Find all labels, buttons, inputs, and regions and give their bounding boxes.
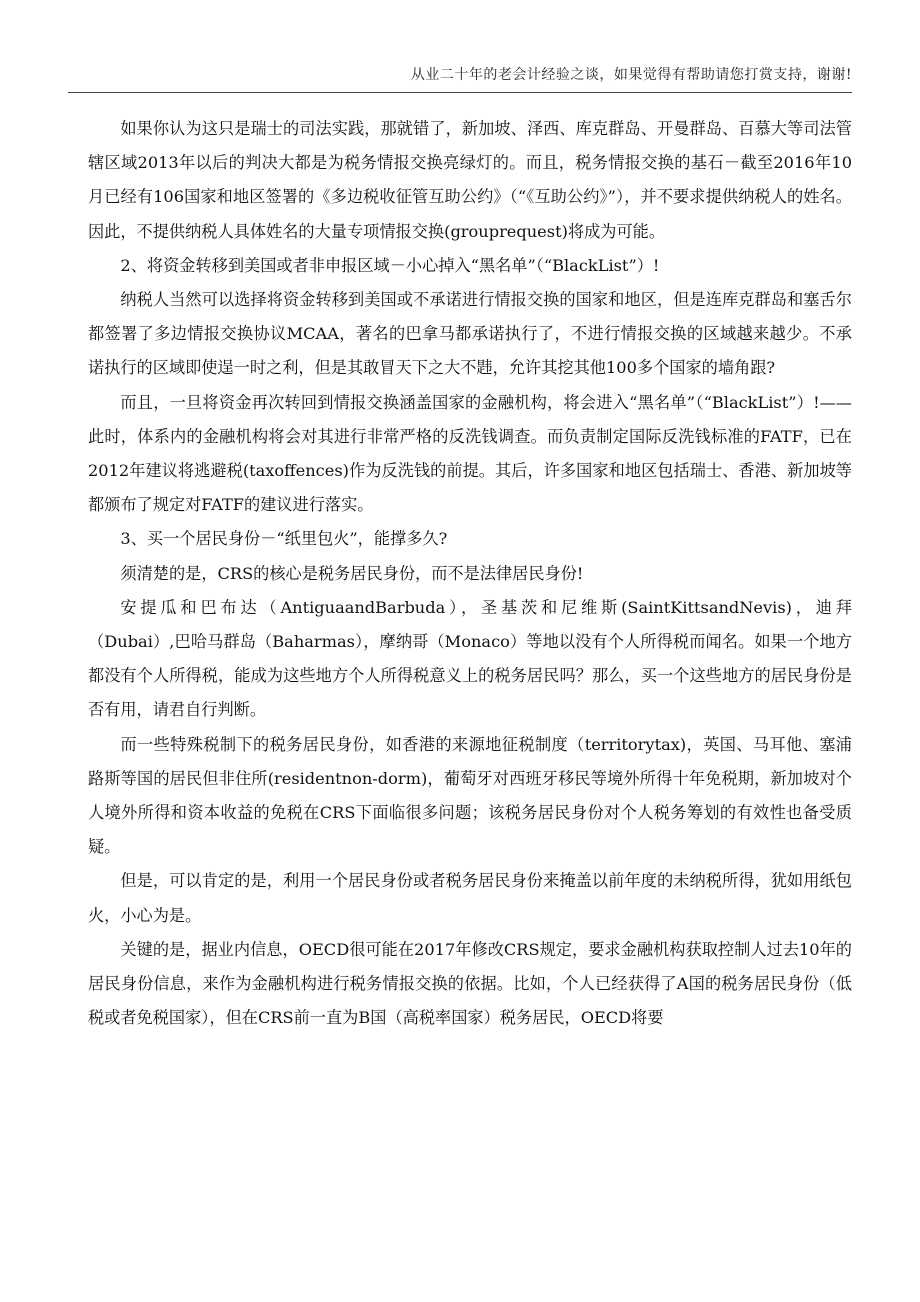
document-body xyxy=(88,112,852,1035)
paragraph-6: 须清楚的是，CRS的核心是税务居民身份，而不是法律居民身份! xyxy=(120,563,584,583)
header-divider xyxy=(68,92,852,93)
paragraph-1: 如果你认为这只是瑞士的司法实践，那就错了，新加坡、泽西、库克群岛、开曼群岛、百慕大等司法管辖区域2013年以后的判决大都是为税务情报交换亮绿灯的。而且，税务情报交换的基石－截至2016年10月已经有106国家和地区签署的《多边税收征管互助公约》（“《互助公约》”），并不要求提供纳税人的姓名。因此，不提供纳税人具体姓名的大量专项情报交换(grouprequest)将成为可能。 xyxy=(88,119,852,241)
section-heading-3: 3、买一个居民身份－“纸里包火”，能撑多久? xyxy=(120,529,448,549)
paragraph-8: 而一些特殊税制下的税务居民身份，如香港的来源地征税制度（territorytax)，英国、马耳他、塞浦路斯等国的居民但非住所(residentnon-dorm)，葡萄牙对西班牙移民等境外所得十年免税期，新加坡对个人境外所得和资本收益的免税在CRS下面临很多问题；该税务居民身份对个人税务筹划的有效性也备受质疑。 xyxy=(88,734,852,857)
section-heading-2: 2、将资金转移到美国或者非申报区域－小心掉入“黑名单”（“BlackList”）! xyxy=(120,255,660,275)
paragraph-9: 但是，可以肯定的是，利用一个居民身份或者税务居民身份来掩盖以前年度的未纳税所得，犹如用纸包火，小心为是。 xyxy=(88,871,852,925)
paragraph-10: 关键的是，据业内信息，OECD很可能在2017年修改CRS规定，要求金融机构获取控制人过去10年的居民身份信息，来作为金融机构进行税务情报交换的依据。比如，个人已经获得了A国的税务居民身份（低税或者免税国家），但在CRS前一直为B国（高税率国家）税务居民，OECD将要 xyxy=(88,939,852,1028)
paragraph-3: 纳税人当然可以选择将资金转移到美国或不承诺进行情报交换的国家和地区，但是连库克群岛和塞舌尔都签署了多边情报交换协议MCAA，著名的巴拿马都承诺执行了，不进行情报交换的区域越来越少。不承诺执行的区域即使逞一时之利，但是其敢冒天下之大不韪，允许其挖其他100多个国家的墙角跟? xyxy=(88,290,852,378)
paragraph-7: 安提瓜和巴布达（AntiguaandBarbuda），圣基茨和尼维斯(SaintKittsandNevis)，迪拜（Dubai）,巴哈马群岛（Baharmas），摩纳哥（Monaco）等地以没有个人所得税而闻名。如果一个地方都没有个人所得税，能成为这些地方个人所得税意义上的税务居民吗？那么，买一个这些地方的居民身份是否有用，请君自行判断。 xyxy=(88,597,852,720)
paragraph-4: 而且，一旦将资金再次转回到情报交换涵盖国家的金融机构，将会进入“黑名单”（“BlackList”）!——此时，体系内的金融机构将会对其进行非常严格的反洗钱调查。而负责制定国际反洗钱标准的FATF，已在2012年建议将逃避税(taxoffences)作为反洗钱的前提。其后，许多国家和地区包括瑞士、香港、新加坡等都颁布了规定对FATF的建议进行落实。 xyxy=(88,392,852,515)
page-header: 从业二十年的老会计经验之谈，如果觉得有帮助请您打赏支持，谢谢! xyxy=(410,67,852,83)
